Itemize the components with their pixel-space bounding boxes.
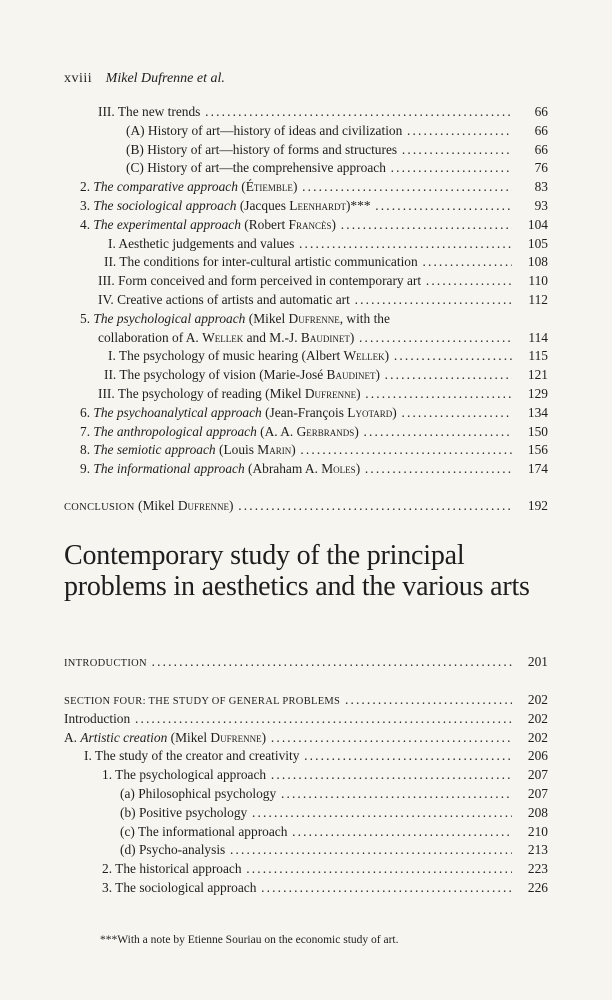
toc-entry xyxy=(64,310,548,329)
footnote: ***With a note by Etienne Souriau on the economic study of art. xyxy=(100,934,399,946)
toc-entry-title: (c) The informational approach xyxy=(120,823,288,839)
toc-entry xyxy=(64,766,548,785)
toc-entry-title: 4. The experimental approach (Robert Francès) xyxy=(80,216,336,232)
toc-entry-title: CONCLUSION (Mikel Dufrenne) xyxy=(64,498,234,513)
toc-entry xyxy=(64,216,548,235)
toc-page-number: 76 xyxy=(534,160,548,176)
toc-entry-title: Introduction xyxy=(64,710,131,726)
toc-entry-title: 3. The sociological approach (Jacques Leenhardt)*** xyxy=(80,197,371,213)
toc-page-number: 208 xyxy=(527,804,548,820)
toc-page-number: 202 xyxy=(527,692,548,707)
toc-entry-title: III. The new trends xyxy=(98,104,201,119)
toc-entry xyxy=(64,385,548,404)
toc-entry xyxy=(64,691,548,710)
toc-entry xyxy=(64,423,548,442)
toc-entry xyxy=(64,747,548,766)
toc-entry-title: (d) Psycho-analysis xyxy=(120,842,226,858)
toc-entry-title: (b) Positive psychology xyxy=(120,804,248,820)
toc-entry-title: III. Form conceived and form perceived in contemporary art xyxy=(98,273,422,289)
toc-entry-title: 9. The informational approach (Abraham A. Moles) xyxy=(80,461,361,477)
page-number: xviii xyxy=(64,71,93,86)
running-header xyxy=(64,71,225,87)
toc-entry xyxy=(64,347,548,366)
toc-page-number: 112 xyxy=(528,291,548,307)
toc-entry-title: (A) History of art—history of ideas and civilization xyxy=(126,122,403,138)
section-title: Contemporary study of the principal problems in aesthetics and the various arts xyxy=(64,540,530,602)
toc-entry xyxy=(64,860,548,879)
toc-entry xyxy=(64,804,548,823)
toc-entry-title: I. The study of the creator and creativity xyxy=(84,748,300,764)
toc-page-number: 207 xyxy=(527,767,548,783)
toc-section-1 xyxy=(64,103,548,479)
toc-page-number: 207 xyxy=(527,785,548,801)
toc-page-number: 134 xyxy=(527,404,548,420)
toc-entry xyxy=(64,823,548,842)
toc-entry xyxy=(64,272,548,291)
toc-entry-title: 8. The semiotic approach (Louis Marin) xyxy=(80,442,296,458)
toc-page-number: 121 xyxy=(527,367,548,383)
toc-introduction xyxy=(64,653,548,672)
toc-page-number: 105 xyxy=(527,235,548,251)
toc-page-number: 210 xyxy=(527,823,548,839)
toc-entry xyxy=(64,404,548,423)
toc-entry-title: II. The psychology of vision (Marie-José Baudinet) xyxy=(104,367,380,383)
toc-page-number: 83 xyxy=(534,179,548,195)
toc-page-number: 226 xyxy=(527,879,548,895)
toc-entry xyxy=(64,235,548,254)
toc-page-number: 206 xyxy=(527,748,548,764)
toc-entry xyxy=(64,159,548,178)
toc-entry xyxy=(64,253,548,272)
toc-page-number: 202 xyxy=(527,710,548,726)
toc-page-number: 201 xyxy=(527,654,548,669)
toc-page-number: 66 xyxy=(534,122,548,138)
toc-page-number: 213 xyxy=(527,842,548,858)
toc-page-number: 110 xyxy=(528,273,548,289)
toc-page-number: 66 xyxy=(534,141,548,157)
toc-entry-title: 7. The anthropological approach (A. A. Gerbrands) xyxy=(80,423,359,439)
toc-page-number: 223 xyxy=(527,861,548,877)
toc-page-number: 129 xyxy=(527,385,548,401)
toc-page-number: 108 xyxy=(527,254,548,270)
toc-entry-title: (a) Philosophical psychology xyxy=(120,785,277,801)
toc-entry xyxy=(64,329,548,348)
toc-entry-title: I. The psychology of music hearing (Albert Wellek) xyxy=(108,348,390,364)
toc-page-number: 66 xyxy=(534,104,548,119)
toc-page-number: 202 xyxy=(527,729,548,745)
toc-entry-title: 1. The psychological approach xyxy=(102,767,267,783)
toc-entry xyxy=(64,178,548,197)
toc-entry-title: 5. The psychological approach (Mikel Dufrenne, with the xyxy=(80,310,390,326)
toc-conclusion xyxy=(64,497,548,516)
toc-page-number: 150 xyxy=(527,423,548,439)
running-author: Mikel Dufrenne et al. xyxy=(105,71,225,86)
toc-entry xyxy=(64,366,548,385)
toc-page-number: 174 xyxy=(527,461,548,477)
toc-entry-title: II. The conditions for inter-cultural artistic communication xyxy=(104,254,418,270)
toc-entry-title: A. Artistic creation (Mikel Dufrenne) xyxy=(64,729,267,745)
toc-entry-title: collaboration of A. Wellek and M.-J. Baudinet) xyxy=(98,329,355,345)
toc-entry xyxy=(64,729,548,748)
toc-entry-title: INTRODUCTION xyxy=(64,654,149,669)
toc-entry-title: 3. The sociological approach xyxy=(102,879,257,895)
toc-page-number: 93 xyxy=(534,197,548,213)
toc-page-number: 192 xyxy=(527,498,548,513)
toc-entry xyxy=(64,653,548,672)
toc-entry-title: IV. Creative actions of artists and automatic art xyxy=(98,291,350,307)
toc-page-number: 114 xyxy=(528,329,548,345)
toc-entry xyxy=(64,497,548,516)
toc-entry-title: (C) History of art—the comprehensive approach xyxy=(126,160,386,176)
toc-entry-title: 2. The historical approach xyxy=(102,861,242,877)
toc-page-number: 115 xyxy=(528,348,548,364)
toc-entry-title: 6. The psychoanalytical approach (Jean-François Lyotard) xyxy=(80,404,397,420)
toc-entry-title: I. Aesthetic judgements and values xyxy=(108,235,295,251)
toc-page-number: 156 xyxy=(527,442,548,458)
toc-page-number: 104 xyxy=(527,216,548,232)
toc-entry xyxy=(64,710,548,729)
toc-entry-title: SECTION FOUR: THE STUDY OF GENERAL PROBLEMS xyxy=(64,692,342,707)
toc-entry-title: (B) History of art—history of forms and structures xyxy=(126,141,398,157)
toc-entry xyxy=(64,879,548,898)
toc-entry xyxy=(64,785,548,804)
toc-entry xyxy=(64,197,548,216)
toc-entry xyxy=(64,141,548,160)
toc-section-2 xyxy=(64,691,548,898)
toc-entry xyxy=(64,841,548,860)
toc-entry xyxy=(64,291,548,310)
toc-entry-title: III. The psychology of reading (Mikel Dufrenne) xyxy=(98,385,361,401)
toc-entry xyxy=(64,122,548,141)
toc-entry-title: 2. The comparative approach (Étiemble) xyxy=(80,179,298,195)
toc-entry xyxy=(64,441,548,460)
toc-entry xyxy=(64,460,548,479)
toc-entry xyxy=(64,103,548,122)
